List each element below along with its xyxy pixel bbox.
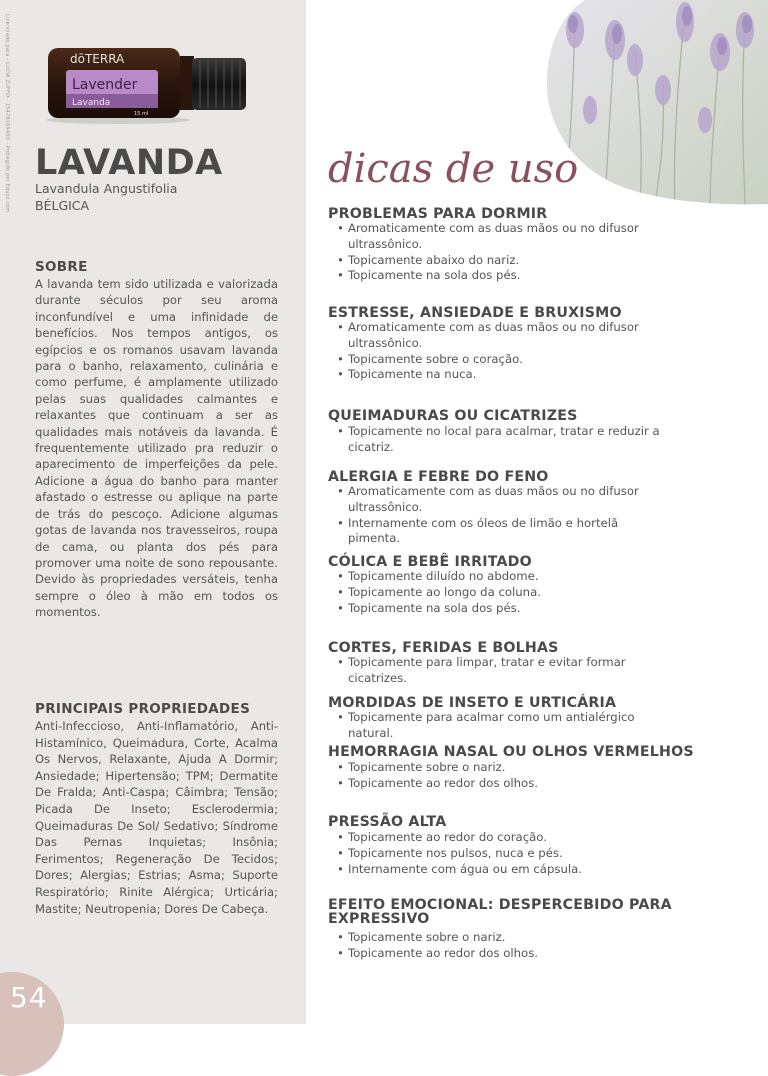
- tip-item: • Topicamente ao redor do coração.: [336, 830, 666, 846]
- tip-item: • Topicamente na sola dos pés.: [336, 268, 666, 284]
- tip-heading: PRESSÃO ALTA: [328, 814, 447, 830]
- product-title: LAVANDA: [35, 143, 223, 183]
- lavender-flowers-image: [545, 0, 768, 205]
- tip-heading: ESTRESSE, ANSIEDADE E BRUXISMO: [328, 305, 622, 321]
- tip-list: [336, 655, 666, 687]
- tip-list: [336, 484, 666, 547]
- tip-heading: MORDIDAS DE INSETO E URTICÁRIA: [328, 695, 617, 711]
- tips-title: dicas de uso: [328, 146, 579, 192]
- properties-heading: PRINCIPAIS PROPRIEDADES: [35, 701, 251, 717]
- tip-heading: EFEITO EMOCIONAL: DESPERCEBIDO PARA EXPRESSIVO: [328, 897, 672, 927]
- bottle-subname: Lavanda: [72, 98, 111, 108]
- tip-list: [336, 221, 666, 284]
- tip-heading: HEMORRAGIA NASAL OU OLHOS VERMELHOS: [328, 744, 694, 760]
- tip-list: [336, 830, 666, 877]
- tip-item: • Topicamente sobre o nariz.: [336, 930, 666, 946]
- properties-text: Anti-Infeccioso, Anti-Inflamatório, Anti-Histamínico, Queimadura, Corte, Acalma Os Nervos, Relaxante, Ajuda A Dormir; Ansiedade; Hipertensão; TPM; Dermatite De Fralda; Anti-Caspa; Câimbra; Tensão; Picada De Inseto; Esclerodermia; Queimaduras De Sol/ Sedativo; Síndrome Das Pernas Inquietas; Insônia; Ferimentos; Regeneração De Tecidos; Dores; Alergias; Estrias; Asma; Suporte Respiratório; Rinite Alérgica; Urticária; Mastite; Neutropenia; Dores De Cabeça.: [35, 719, 278, 916]
- tip-item: • Topicamente ao redor dos olhos.: [336, 946, 666, 962]
- tip-list: [336, 710, 666, 742]
- tip-list: [336, 320, 666, 383]
- tip-item: • Topicamente para acalmar como um antialérgico natural.: [336, 710, 666, 742]
- tip-item: • Topicamente nos pulsos, nuca e pés.: [336, 846, 666, 862]
- bottle-volume: 15 ml: [134, 111, 149, 117]
- tip-item: • Topicamente no local para acalmar, tratar e reduzir a cicatriz.: [336, 424, 666, 456]
- tip-item: • Internamente com água ou em cápsula.: [336, 862, 666, 878]
- tip-item: • Topicamente abaixo do nariz.: [336, 253, 666, 269]
- tip-item: • Internamente com os óleos de limão e hortelã pimenta.: [336, 516, 666, 548]
- tip-item: • Topicamente sobre o coração.: [336, 352, 666, 368]
- bottle-brand: dōTERRA: [70, 52, 125, 66]
- tip-item: • Aromaticamente com as duas mãos ou no difusor ultrassônico.: [336, 320, 666, 352]
- tip-heading: ALERGIA E FEBRE DO FENO: [328, 469, 549, 485]
- tip-item: • Topicamente ao longo da coluna.: [336, 585, 666, 601]
- scientific-name: Lavandula Angustifolia: [35, 181, 178, 196]
- tip-item: • Aromaticamente com as duas mãos ou no difusor ultrassônico.: [336, 484, 666, 516]
- origin: BÉLGICA: [35, 198, 90, 213]
- about-text: A lavanda tem sido utilizada e valorizada durante séculos por seu aroma inconfundível e uma infinidade de benefícios. Nos tempos antigos, os egípcios e os romanos usavam lavanda para o banho, relaxamento, culinária e como perfume, é amplamente utilizado pelas suas qualidades calmantes e relaxantes que continuam a ser as qualidades mais notáveis da lavanda. É frequentemente utilizado pra reduzir o aparecimento de imperfeições da pele. Adicione a água do banho para manter afastado o estresse ou aplique na parte de trás do pescoço. Adicione algumas gotas de lavanda nos travesseiros, roupa de cama, ou planta dos pés para promover uma noite de sono repousante. Devido às propriedades versáteis, tenha sempre o óleo à mão em todos os momentos.: [35, 277, 278, 620]
- bottle-name: Lavender: [72, 77, 138, 93]
- tip-item: • Topicamente na nuca.: [336, 367, 666, 383]
- page-number: 54: [10, 981, 48, 1014]
- tip-list: [336, 760, 666, 792]
- tip-heading: CÓLICA E BEBÊ IRRITADO: [328, 554, 532, 570]
- tip-item: • Topicamente para limpar, tratar e evitar formar cicatrizes.: [336, 655, 666, 687]
- tip-heading: CORTES, FERIDAS E BOLHAS: [328, 640, 559, 656]
- tip-heading: PROBLEMAS PARA DORMIR: [328, 206, 548, 222]
- tip-heading: QUEIMADURAS OU CICATRIZES: [328, 408, 578, 424]
- tip-list: [336, 930, 666, 962]
- tip-item: • Aromaticamente com as duas mãos ou no difusor ultrassônico.: [336, 221, 666, 253]
- about-heading: SOBRE: [35, 259, 88, 275]
- tips-script-title: [326, 130, 579, 206]
- license-note: Licenciado para - LUCIA ZUFFO - 15428169400 - Protegido por Eduzz.com: [4, 14, 10, 213]
- tip-item: • Topicamente diluído no abdome.: [336, 569, 666, 585]
- tip-item: • Topicamente na sola dos pés.: [336, 601, 666, 617]
- tip-list: [336, 424, 666, 456]
- tip-item: • Topicamente ao redor dos olhos.: [336, 776, 666, 792]
- tip-item: • Topicamente sobre o nariz.: [336, 760, 666, 776]
- tip-list: [336, 569, 666, 616]
- lavender-bottle-image: [48, 44, 248, 124]
